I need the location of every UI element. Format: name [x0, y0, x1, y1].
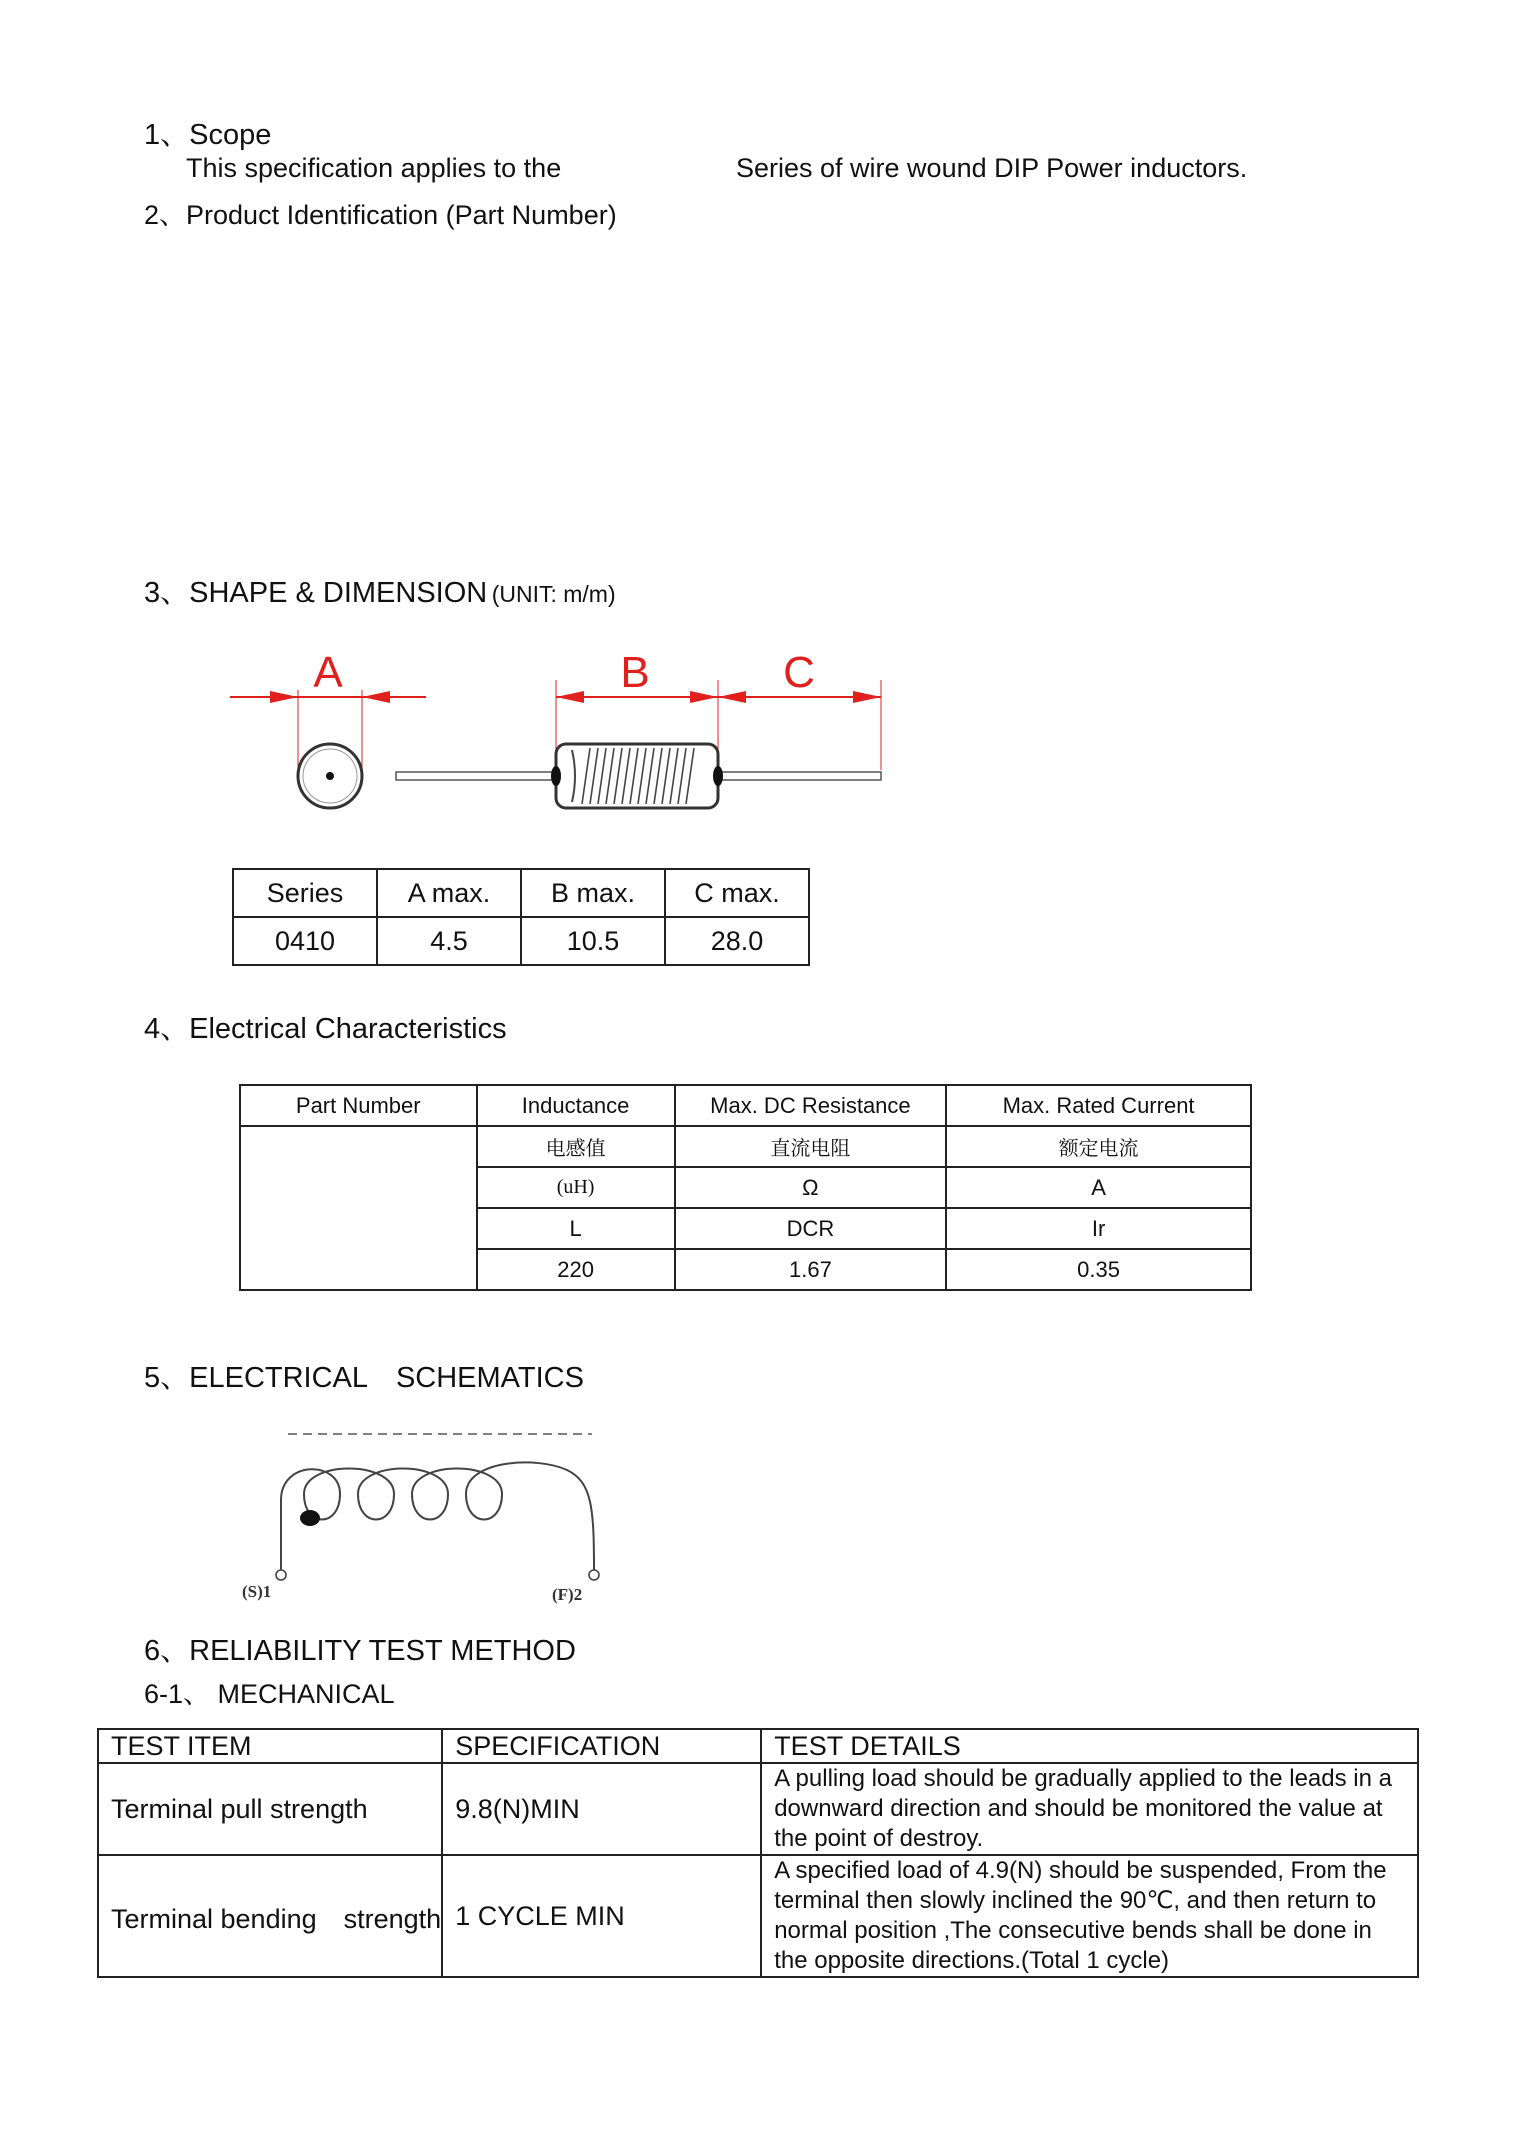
elec-cell-dcr-cn: 直流电阻 [675, 1126, 946, 1167]
schematic-coil [281, 1462, 594, 1570]
elec-cell-inductance-unit: (uH) [477, 1167, 675, 1208]
dim-header-b: B max. [521, 869, 665, 917]
dim-header-c: C max. [665, 869, 809, 917]
mech-cell-item: Terminal bending strength [98, 1855, 442, 1977]
shape-heading-line [144, 570, 616, 611]
elec-cell-inductance-value: 220 [477, 1249, 675, 1290]
schematic-pin-2 [589, 1570, 599, 1580]
schematic-polarity-dot [300, 1510, 320, 1526]
schematic-drawing [232, 1420, 632, 1610]
schematic-pin-1-label: (S)1 [242, 1582, 272, 1601]
table-row [98, 1763, 1418, 1855]
dim-arrow-c-left [718, 691, 746, 703]
table-row [98, 1855, 1418, 1977]
dim-header-a: A max. [377, 869, 521, 917]
electrical-table-row-cn [240, 1126, 1251, 1167]
scope-text-right: Series of wire wound DIP Power inductors. [736, 153, 1248, 183]
elec-header-part-number: Part Number [240, 1085, 477, 1126]
reliability-heading: 6、RELIABILITY TEST METHOD [144, 1635, 576, 1667]
inductor-lead-left [396, 772, 556, 780]
mech-cell-spec: 1 CYCLE MIN [442, 1855, 761, 1977]
elec-cell-current-symbol: Ir [946, 1208, 1251, 1249]
schematic-pin-1 [276, 1570, 286, 1580]
dim-label-c: C [783, 648, 815, 697]
elec-cell-inductance-cn: 电感值 [477, 1126, 675, 1167]
elec-cell-dcr-unit: Ω [675, 1167, 946, 1208]
dim-cell-b: 10.5 [521, 917, 665, 965]
dim-arrow-c-right [853, 691, 881, 703]
dim-arrow-b-right [690, 691, 718, 703]
dim-label-b: B [620, 648, 650, 697]
dim-cell-series: 0410 [233, 917, 377, 965]
dimension-drawing [220, 640, 900, 850]
mech-cell-details: A pulling load should be gradually applied to the leads in a downward direction and should be monitored the value at the point of destroy. [761, 1763, 1418, 1855]
elec-header-inductance: Inductance [477, 1085, 675, 1126]
dimension-table [232, 868, 810, 966]
product-id-heading: 2、Product Identification (Part Number) [144, 200, 617, 230]
reliability-subheading: 6-1、 MECHANICAL [144, 1679, 395, 1709]
mech-header-test-details: TEST DETAILS [761, 1729, 1418, 1763]
elec-cell-current-unit: A [946, 1167, 1251, 1208]
elec-cell-current-cn: 额定电流 [946, 1126, 1251, 1167]
mech-cell-spec: 9.8(N)MIN [442, 1763, 761, 1855]
dim-cell-c: 28.0 [665, 917, 809, 965]
inductor-lead-right [718, 772, 881, 780]
dim-arrow-b-left [556, 691, 584, 703]
mech-header-specification: SPECIFICATION [442, 1729, 761, 1763]
elec-cell-dcr-symbol: DCR [675, 1208, 946, 1249]
electrical-table-header [240, 1085, 1251, 1126]
mechanical-test-table [97, 1728, 1419, 1978]
dim-cell-a: 4.5 [377, 917, 521, 965]
schematics-heading: 5、ELECTRICAL SCHEMATICS [144, 1362, 584, 1394]
elec-header-dcr: Max. DC Resistance [675, 1085, 946, 1126]
mech-cell-item: Terminal pull strength [98, 1763, 442, 1855]
dim-label-a: A [313, 648, 343, 697]
inductor-center-dot [326, 772, 334, 780]
scope-text-left: This specification applies to the [186, 153, 562, 183]
elec-cell-inductance-symbol: L [477, 1208, 675, 1249]
mechanical-table-header [98, 1729, 1418, 1763]
schematic-pin-2-label: (F)2 [552, 1585, 583, 1604]
elec-cell-part-number [240, 1126, 477, 1290]
shape-heading: 3、SHAPE & DIMENSION [144, 577, 488, 609]
electrical-heading: 4、Electrical Characteristics [144, 1013, 507, 1045]
scope-heading: 1、Scope [144, 119, 272, 151]
dim-header-series: Series [233, 869, 377, 917]
mech-header-test-item: TEST ITEM [98, 1729, 442, 1763]
electrical-table [239, 1084, 1252, 1291]
dimension-table-header [233, 869, 809, 917]
dimension-table-row [233, 917, 809, 965]
dim-arrow-a-right [362, 691, 390, 703]
dim-arrow-a-left [270, 691, 298, 703]
mech-cell-details: A specified load of 4.9(N) should be suspended, From the terminal then slowly inclined the 90℃, and then return to normal position ,The consecutive bends shall be done in the opposite directions.(Total 1 cycle) [761, 1855, 1418, 1977]
shape-unit: (UNIT: m/m) [491, 581, 616, 607]
elec-header-rated-current: Max. Rated Current [946, 1085, 1251, 1126]
elec-cell-current-value: 0.35 [946, 1249, 1251, 1290]
inductor-body-end-right [713, 766, 723, 786]
elec-cell-dcr-value: 1.67 [675, 1249, 946, 1290]
inductor-body-end-left [551, 766, 561, 786]
